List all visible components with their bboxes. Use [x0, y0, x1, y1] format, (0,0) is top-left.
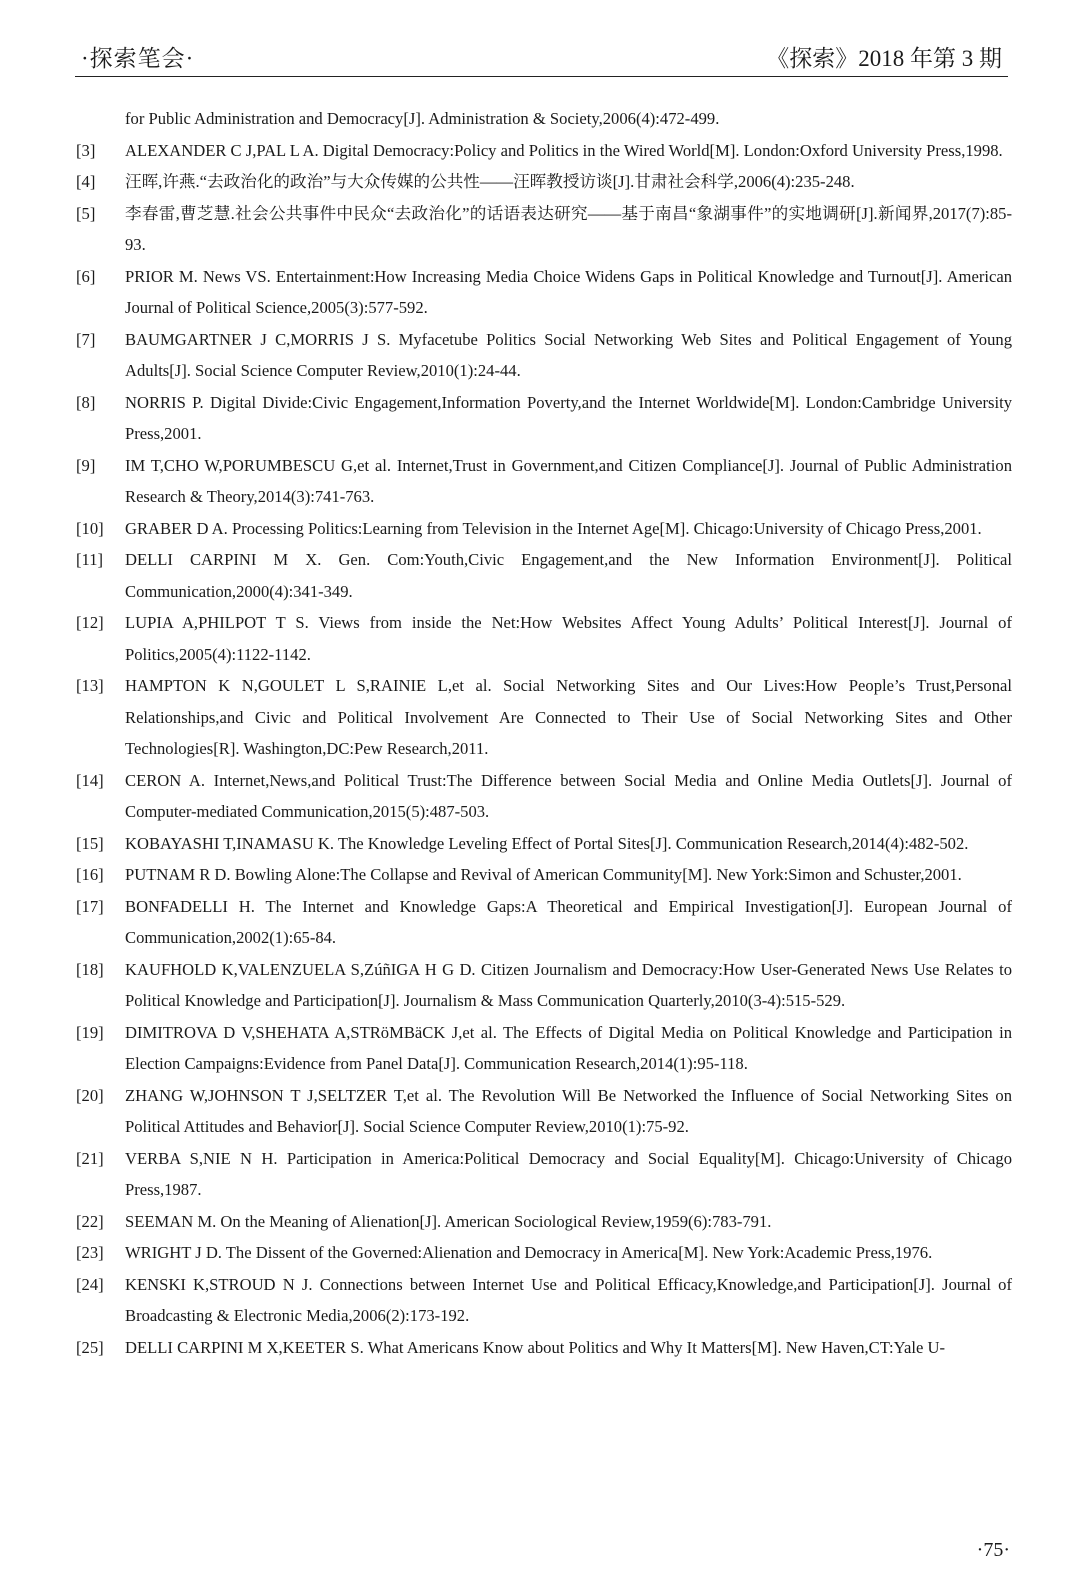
reference-text: ZHANG W,JOHNSON T J,SELTZER T,et al. The Revolution Will Be Networked the Influence of Social Networking Sites on Political Attitudes and Behavior[J]. Social Science Computer Review,2010(1):75-92. [125, 1085, 1012, 1136]
reference-text: 李春雷,曹芝慧.社会公共事件中民众“去政治化”的话语表达研究——基于南昌“象湖事件”的实地调研[J].新闻界,2017(7):85-93. [125, 203, 1012, 254]
reference-text: WRIGHT J D. The Dissent of the Governed:Alienation and Democracy in America[M]. New York:Academic Press,1976. [125, 1243, 933, 1262]
reference-number: [21] [76, 1148, 104, 1168]
journal-issue: 《探索》2018 年第 3 期 [766, 46, 1002, 71]
reference-text: DIMITROVA D V,SHEHATA A,STRöMBäCK J,et al. The Effects of Digital Media on Political Knowledge and Participation in Election Campaigns:Evidence from Panel Data[J]. Communication Research,2014(1):95-118. [125, 1022, 1012, 1073]
reference-item [0, 198, 1080, 261]
reference-number: [24] [76, 1274, 104, 1294]
reference-text: BONFADELLI H. The Internet and Knowledge Gaps:A Theoretical and Empirical Investigation[J]. European Journal of Communication,2002(1):65-84. [125, 896, 1012, 947]
reference-text: for Public Administration and Democracy[J]. Administration & Society,2006(4):472-499. [125, 109, 720, 128]
reference-number: [9] [76, 455, 96, 475]
reference-text: DELLI CARPINI M X,KEETER S. What Americans Know about Politics and Why It Matters[M]. New Haven,CT:Yale U- [125, 1337, 945, 1357]
reference-item [0, 1080, 1080, 1143]
reference-number: [10] [76, 518, 104, 538]
reference-number: [5] [76, 203, 96, 223]
reference-text: DELLI CARPINI M X. Gen. Com:Youth,Civic Engagement,and the New Information Environment[J]. Political Communication,2000(4):341-349. [125, 550, 1012, 601]
reference-item [0, 891, 1080, 954]
reference-item [0, 544, 1080, 607]
reference-text: HAMPTON K N,GOULET L S,RAINIE L,et al. Social Networking Sites and Our Lives:How People’s Trust,Personal Relationships,and Civic and Political Involvement Are Connected to Their Use of Social Networking Sites and Other Technologies[R]. Washington,DC:Pew Research,2011. [125, 676, 1012, 758]
reference-number: [17] [76, 896, 104, 916]
reference-text: PUTNAM R D. Bowling Alone:The Collapse and Revival of American Community[M]. New York:Simon and Schuster,2001. [125, 865, 962, 884]
reference-number: [22] [76, 1211, 104, 1231]
reference-item [0, 607, 1080, 670]
reference-number: [20] [76, 1085, 104, 1105]
reference-text: KAUFHOLD K,VALENZUELA S,ZúñIGA H G D. Citizen Journalism and Democracy:How User-Generated News Use Relates to Political Knowledge and Participation[J]. Journalism & Mass Communication Quarterly,2010(3-4):515-529. [125, 959, 1012, 1010]
reference-item [0, 450, 1080, 513]
reference-item [0, 103, 1080, 135]
reference-number: [23] [76, 1243, 104, 1262]
reference-text: 汪晖,许燕.“去政治化的政治”与大众传媒的公共性——汪晖教授访谈[J].甘肃社会科学,2006(4):235-248. [125, 172, 855, 191]
reference-item [0, 1206, 1080, 1238]
reference-item [0, 1332, 1080, 1364]
reference-item [0, 1237, 1080, 1269]
reference-number: [18] [76, 959, 104, 979]
reference-number: [25] [76, 1337, 104, 1357]
reference-number: [14] [76, 770, 104, 790]
reference-text: ALEXANDER C J,PAL L A. Digital Democracy:Policy and Politics in the Wired World[M]. London:Oxford University Press,1998. [125, 140, 1003, 160]
reference-number: [6] [76, 266, 96, 286]
reference-item [0, 324, 1080, 387]
reference-item [0, 1143, 1080, 1206]
reference-text: KOBAYASHI T,INAMASU K. The Knowledge Leveling Effect of Portal Sites[J]. Communication Research,2014(4):482-502. [125, 833, 969, 853]
reference-item [0, 387, 1080, 450]
reference-number: [12] [76, 613, 104, 632]
reference-text: PRIOR M. News VS. Entertainment:How Increasing Media Choice Widens Gaps in Political Knowledge and Turnout[J]. American Journal of Political Science,2005(3):577-592. [125, 266, 1012, 317]
reference-item [0, 135, 1080, 167]
reference-text: KENSKI K,STROUD N J. Connections between Internet Use and Political Efficacy,Knowledge,and Participation[J]. Journal of Broadcasting & Electronic Media,2006(2):173-192. [125, 1274, 1012, 1325]
reference-number: [16] [76, 865, 104, 884]
reference-number: [11] [76, 550, 104, 569]
reference-text: NORRIS P. Digital Divide:Civic Engagement,Information Poverty,and the Internet Worldwide[M]. London:Cambridge University Press,2001. [125, 392, 1012, 443]
reference-number: [15] [76, 833, 104, 853]
reference-item [0, 954, 1080, 1017]
page-header [75, 36, 1008, 77]
reference-item [0, 765, 1080, 828]
reference-number: [3] [76, 140, 96, 160]
reference-number: [19] [76, 1022, 104, 1042]
reference-item [0, 1017, 1080, 1080]
reference-text: LUPIA A,PHILPOT T S. Views from inside the Net:How Websites Affect Young Adults’ Political Interest[J]. Journal of Politics,2005(4):1122-1142. [125, 613, 1012, 664]
reference-text: SEEMAN M. On the Meaning of Alienation[J]. American Sociological Review,1959(6):783-791. [125, 1211, 772, 1231]
reference-item [0, 670, 1080, 765]
reference-item [0, 828, 1080, 860]
reference-item [0, 859, 1080, 891]
reference-text: BAUMGARTNER J C,MORRIS J S. Myfacetube Politics Social Networking Web Sites and Political Engagement of Young Adults[J]. Social Science Computer Review,2010(1):24-44. [125, 329, 1012, 380]
reference-number: [7] [76, 329, 96, 349]
reference-text: VERBA S,NIE N H. Participation in America:Political Democracy and Social Equality[M]. Chicago:University of Chicago Press,1987. [125, 1148, 1012, 1199]
reference-text: CERON A. Internet,News,and Political Trust:The Difference between Social Media and Online Media Outlets[J]. Journal of Computer-mediated Communication,2015(5):487-503. [125, 770, 1012, 821]
reference-text: GRABER D A. Processing Politics:Learning from Television in the Internet Age[M]. Chicago:University of Chicago Press,2001. [125, 518, 982, 538]
reference-number: [13] [76, 676, 104, 695]
reference-number: [4] [76, 172, 96, 191]
reference-item [0, 1269, 1080, 1332]
reference-text: IM T,CHO W,PORUMBESCU G,et al. Internet,Trust in Government,and Citizen Compliance[J]. Journal of Public Administration Research & Theory,2014(3):741-763. [125, 455, 1012, 506]
reference-list [0, 103, 1080, 1363]
reference-item [0, 166, 1080, 198]
reference-item [0, 261, 1080, 324]
section-title: ·探索笔会· [81, 46, 195, 71]
page-number: ·75· [976, 1539, 1010, 1561]
reference-number: [8] [76, 392, 96, 412]
reference-item [0, 513, 1080, 545]
